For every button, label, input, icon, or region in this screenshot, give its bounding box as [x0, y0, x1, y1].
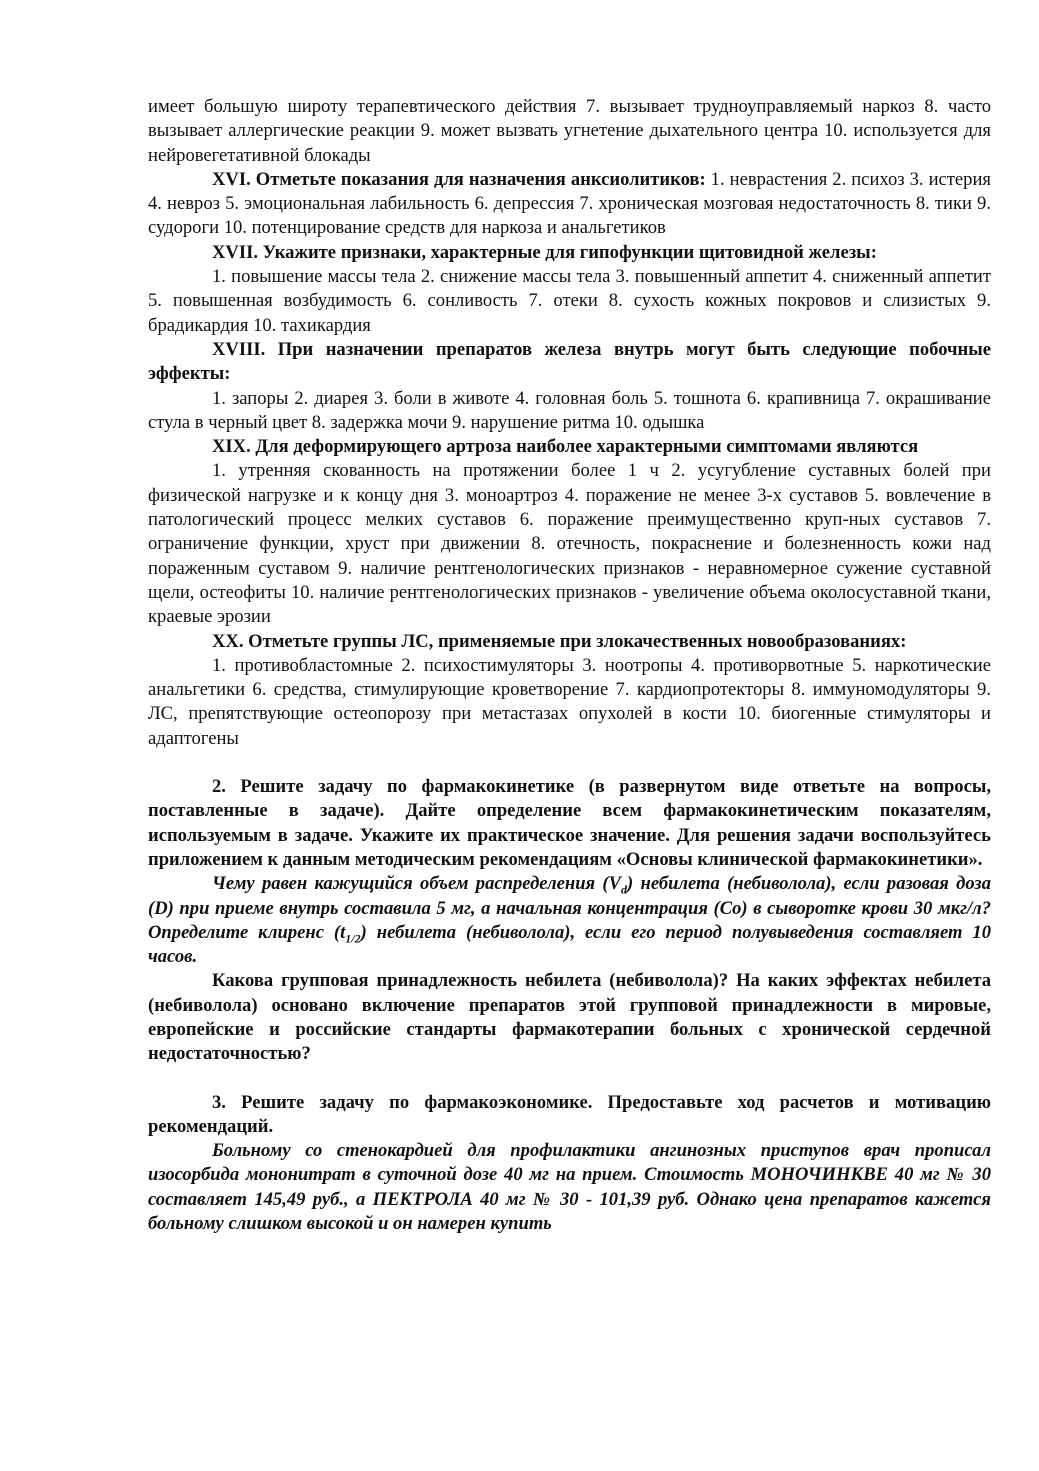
- task-3-heading: 3. Решите задачу по фармакоэкономике. Предоставьте ход расчетов и мотивацию рекомендаций.: [148, 1091, 991, 1137]
- question-16-options: 1. неврастения 2. психоз 3. истерия 4. невроз 5. эмоциональная лабильность 6. депрессия 7. хроническая мозговая недостаточность 8. тики 9. судороги 10. потенцирование средств для наркоза и анальгетиков: [148, 168, 991, 239]
- task-3-problem: Больному со стенокардией для профилактики ангинозных приступов врач прописал изосорбида мононитрат в суточной дозе 40 мг на прием. Стоимость МОНОЧИНКВЕ 40 мг № 30 составляет 145,49 руб., а ПЕКТРОЛА 40 мг № 30 - 101,39 руб. Однако цена препаратов кажется больному слишком высокой и он намерен купить: [148, 1140, 991, 1235]
- question-20-heading: XX. Отметьте группы ЛС, применяемые при злокачественных новообразованиях:: [212, 630, 907, 652]
- question-16: [148, 168, 991, 241]
- question-17-options: 1. повышение массы тела 2. снижение массы тела 3. повышенный аппетит 4. сниженный аппетит 5. повышенная возбудимость 6. сонливость 7. отеки 8. сухость кожных покровов и слизистых 9. брадикардия 10. тахикардия: [148, 266, 991, 336]
- question-18-options: 1. запоры 2. диарея 3. боли в животе 4. головная боль 5. тошнота 6. крапивница 7. окрашивание стула в черный цвет 8. задержка мочи 9. нарушение ритма 10. одышка: [148, 387, 991, 433]
- task-2-subscript-d: d: [621, 882, 628, 897]
- task-2-question: Какова групповая принадлежность небилета (небиволола)? На каких эффектах небилета (небиволола) основано включение препаратов этой групповой принадлежности в мировые, европейские и российские стандарты фармакотерапии больных с хронической сердечной недостаточностью?: [148, 970, 991, 1065]
- task-2-problem-part-1: Чему равен кажущийся объем распределения (V: [212, 873, 622, 895]
- task-2-subscript-half: 1/2: [345, 931, 361, 946]
- task-2-problem: [148, 872, 991, 969]
- document-page: [148, 95, 991, 1236]
- intro-paragraph: имеет большую широту терапевтического действия 7. вызывает трудноуправляемый наркоз 8. часто вызывает аллергические реакции 9. может вызвать угнетение дыхательного центра 10. используется для нейровегетативной блокады: [148, 96, 991, 166]
- task-2-heading: 2. Решите задачу по фармакокинетике (в развернутом виде ответьте на вопросы, поставленные в задаче). Дайте определение всем фармакокинетическим показателям, используемым в задаче. Укажите их практическое значение. Для решения задачи воспользуйтесь приложением к данным методическим рекомендациям «Основы клинической фармакокинетики».: [148, 776, 991, 870]
- question-18-heading: XVIII. При назначении препаратов железа внутрь могут быть следующие побочные эффекты:: [148, 338, 991, 385]
- task-2-problem-part-2: ) небилета (небиволола), если разовая доза (D) при приеме внутрь составила 5 мг, а начальная концентрация (Co) в сыворотке крови 30 мкг/л? Определите клиренс (t: [148, 873, 991, 943]
- question-19-heading: XIX. Для деформирующего артроза наиболее характерными симптомами являются: [212, 436, 919, 458]
- spacer: [148, 1067, 991, 1091]
- question-20-options: 1. противобластомные 2. психостимуляторы 3. ноотропы 4. противорвотные 5. наркотические анальгетики 6. средства, стимулирующие кроветворение 7. кардиопротекторы 8. иммуномодуляторы 9. ЛС, препятствующие остеопорозу при метастазах опухолей в кости 10. биогенные стимуляторы и адаптогены: [148, 654, 991, 749]
- question-16-heading: XVI. Отметьте показания для назначения анксиолитиков:: [212, 168, 706, 190]
- task-2-problem-part-3: ) небилета (небиволола), если его период полувыведения составляет 10 часов.: [148, 921, 991, 968]
- spacer: [148, 751, 991, 775]
- question-17-heading: XVII. Укажите признаки, характерные для гипофункции щитовидной железы:: [212, 241, 877, 263]
- question-19-options: 1. утренняя скованность на протяжении более 1 ч 2. усугубление суставных болей при физической нагрузке и к концу дня 3. моноартроз 4. поражение не менее 3-х суставов 5. вовлечение в патологический процесс мелких суставов 6. поражение преимущественно круп-ных суставов 7. ограничение функции, хруст при движении 8. отечность, покраснение и болезненность кожи над пораженным суставом 9. наличие рентгенологических признаков - неравномерное сужение суставной щели, остеофиты 10. наличие рентгенологических признаков - увеличение объема околосуставной ткани, краевые эрозии: [148, 460, 991, 628]
